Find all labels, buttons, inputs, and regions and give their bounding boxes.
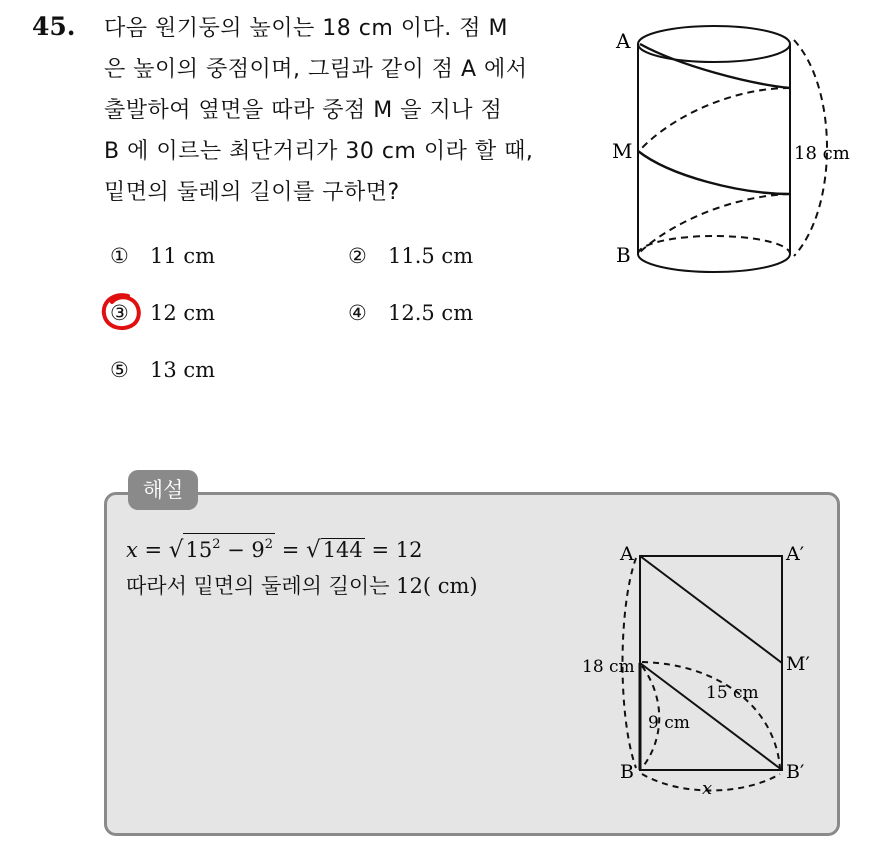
cylinder-figure	[600, 18, 860, 278]
top-ellipse	[638, 26, 790, 62]
eq-sign-2: =	[275, 538, 307, 562]
unrolled-rectangle	[640, 556, 782, 770]
term-9: 9	[251, 538, 265, 562]
label-x: x	[702, 778, 713, 799]
label-m: M	[612, 139, 633, 163]
label-height: 18 cm	[794, 143, 850, 164]
label-18cm: 18 cm	[582, 657, 635, 677]
label-b: B	[620, 761, 634, 783]
path-front-upper	[640, 44, 790, 88]
path-front-lower	[638, 151, 790, 194]
choice-1[interactable]	[110, 244, 215, 268]
unrolled-figure	[570, 538, 830, 800]
diagonal-a-m	[640, 556, 782, 663]
eq-sign: =	[137, 538, 169, 562]
label-a-prime: A′	[786, 543, 805, 565]
result: = 12	[364, 538, 423, 562]
label-b-prime: B′	[786, 761, 805, 783]
label-a: A	[620, 543, 634, 565]
bottom-ellipse-front	[638, 254, 790, 272]
label-9cm: 9 cm	[648, 713, 690, 733]
radicand-2: 144	[322, 538, 363, 562]
choice-5[interactable]	[110, 358, 215, 382]
choice-mark: ①	[110, 244, 129, 268]
question-line: B 에 이르는 최단거리가 30 cm 이라 할 때,	[104, 139, 534, 164]
label-15cm: 15 cm	[706, 683, 759, 703]
exp-2b: 2	[264, 537, 274, 552]
choice-4[interactable]	[348, 301, 473, 325]
choice-text: 12.5 cm	[388, 301, 474, 325]
label-b: B	[616, 243, 631, 267]
solution-conclusion	[126, 570, 478, 600]
term-15: 15	[185, 538, 213, 562]
choice-mark: ③	[110, 301, 129, 325]
question-line: 밑면의 둘레의 길이를 구하면?	[104, 180, 400, 205]
choice-mark: ⑤	[110, 358, 129, 382]
choice-text: 11 cm	[150, 244, 216, 268]
choice-text: 13 cm	[150, 358, 216, 382]
radicand-1	[183, 533, 275, 561]
conclusion-text: 따라서 밑면의 둘레의 길이는	[126, 574, 397, 598]
exp-2: 2	[212, 537, 221, 552]
choice-mark: ④	[348, 301, 367, 325]
path-back-lower	[640, 194, 790, 252]
question-line: 은 높이의 중점이며, 그림과 같이 점 A 에서	[104, 57, 528, 82]
minus-sign: −	[220, 538, 252, 562]
conclusion-value: 12( cm)	[396, 574, 478, 598]
sqrt-icon: √	[168, 537, 184, 563]
path-back-upper	[640, 88, 790, 150]
bottom-ellipse-back	[638, 236, 790, 254]
choice-2[interactable]	[348, 244, 473, 268]
question-number: 45.	[32, 12, 76, 41]
solution-badge: 해설	[128, 470, 198, 510]
choice-text: 11.5 cm	[388, 244, 474, 268]
sqrt-icon: √	[306, 537, 321, 563]
label-a: A	[616, 29, 631, 53]
label-m-prime: M′	[786, 653, 810, 675]
question-line: 다음 원기둥의 높이는 18 cm 이다. 점 M	[104, 16, 508, 41]
solution-equation	[126, 533, 422, 563]
choice-text: 12 cm	[150, 301, 216, 325]
var-x: x	[126, 538, 138, 562]
choice-mark: ②	[348, 244, 367, 268]
question-line: 출발하여 옆면을 따라 중점 M 을 지나 점	[104, 98, 503, 123]
question-text	[104, 8, 584, 213]
answer-circle-mark	[98, 290, 148, 336]
